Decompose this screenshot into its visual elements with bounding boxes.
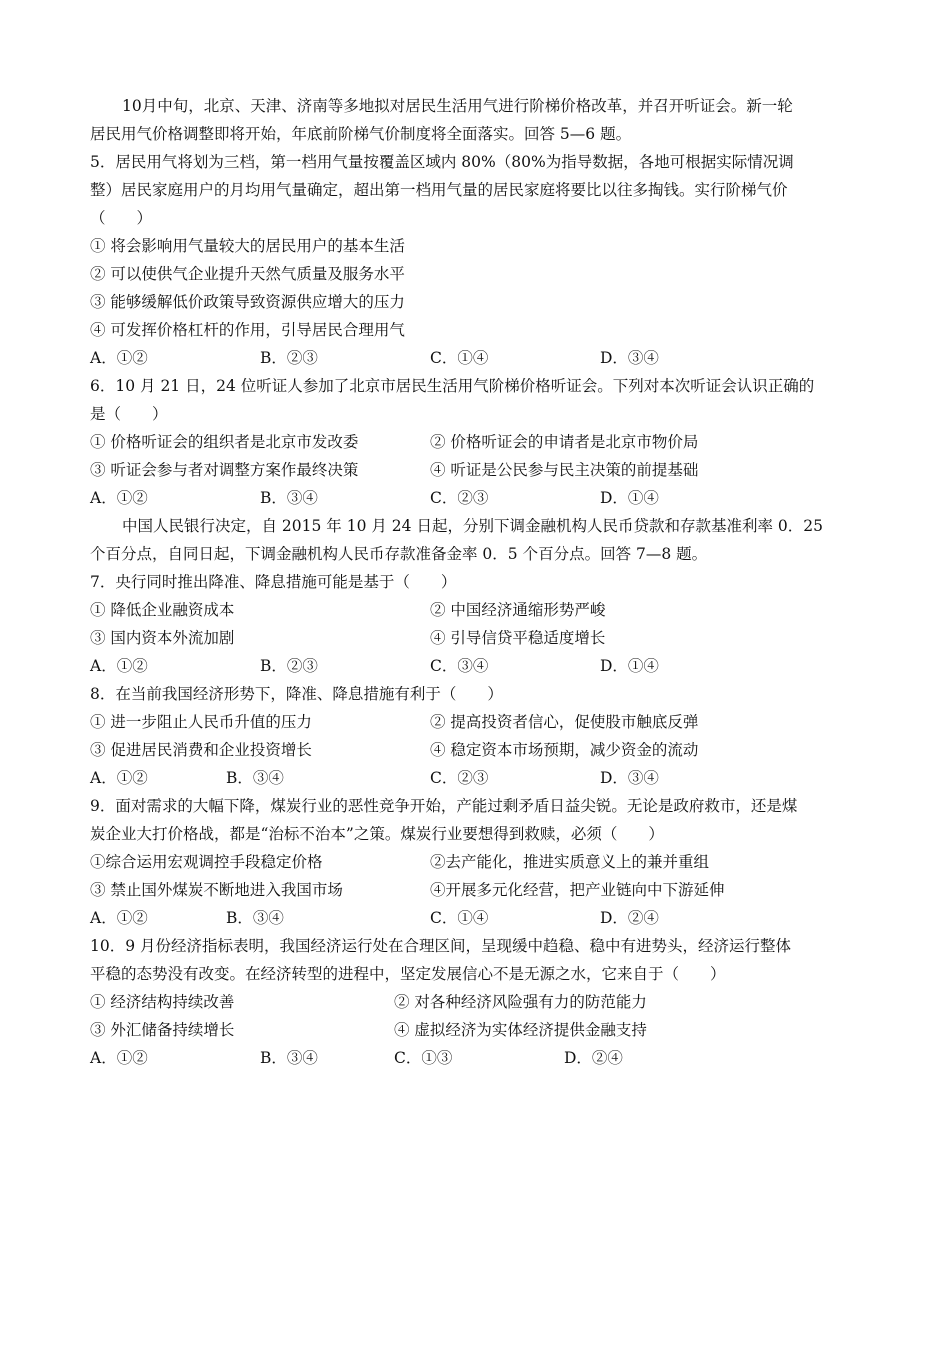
q9-item-3: ③ 禁止国外煤炭不断地进入我国市场	[90, 881, 343, 899]
q9-choice-d[interactable]: D．②④	[600, 909, 659, 927]
q5-choice-b[interactable]: B．②③	[260, 349, 318, 367]
q10-items-row-1	[90, 988, 870, 1016]
q8-choices	[90, 764, 870, 792]
q6-choice-a[interactable]: A．①②	[90, 489, 148, 507]
q6-items-row-1	[90, 428, 870, 456]
q6-items-row-2	[90, 456, 870, 484]
passage-intro-7-8: 中国人民银行决定，自 2015 年 10 月 24 日起，分别下调金融机构人民币贷款和存款基准利率 0．25	[122, 517, 823, 535]
q7-item-3: ③ 国内资本外流加剧	[90, 629, 235, 647]
q5-item-1: ① 将会影响用气量较大的居民用户的基本生活	[90, 237, 405, 255]
q8-item-4: ④ 稳定资本市场预期，减少资金的流动	[430, 741, 699, 759]
q5-item-4: ④ 可发挥价格杠杆的作用，引导居民合理用气	[90, 321, 405, 339]
q10-item-1: ① 经济结构持续改善	[90, 993, 235, 1011]
q7-items-row-2	[90, 624, 870, 652]
q7-choice-b[interactable]: B．②③	[260, 657, 318, 675]
q6-item-1: ① 价格听证会的组织者是北京市发改委	[90, 433, 359, 451]
q7-choice-c[interactable]: C．③④	[430, 657, 489, 675]
q6-choices	[90, 484, 870, 512]
q8-item-1: ① 进一步阻止人民币升值的压力	[90, 713, 312, 731]
q7-item-1: ① 降低企业融资成本	[90, 601, 235, 619]
q8-choice-d[interactable]: D．③④	[600, 769, 659, 787]
q6-stem-cont: 是（ ）	[90, 405, 168, 423]
q6-choice-c[interactable]: C．②③	[430, 489, 489, 507]
q6-choice-b[interactable]: B．③④	[260, 489, 318, 507]
q8-items-row-2	[90, 736, 870, 764]
q5-choice-c[interactable]: C．①④	[430, 349, 489, 367]
q5-item-2: ② 可以使供气企业提升天然气质量及服务水平	[90, 265, 405, 283]
q5-choice-a[interactable]: A．①②	[90, 349, 148, 367]
q9-choice-c[interactable]: C．①④	[430, 909, 489, 927]
q10-choice-a[interactable]: A．①②	[90, 1049, 148, 1067]
q9-choice-a[interactable]: A．①②	[90, 909, 148, 927]
q8-items-row-1	[90, 708, 870, 736]
q5-stem-cont: 整）居民家庭用户的月均用气量确定，超出第一档用气量的居民家庭将要比以往多掏钱。实行阶梯气价	[90, 181, 788, 199]
q5-choices	[90, 344, 870, 372]
q9-item-1: ①综合运用宏观调控手段稳定价格	[90, 853, 323, 871]
q6-item-2: ② 价格听证会的申请者是北京市物价局	[430, 433, 699, 451]
q7-choice-d[interactable]: D．①④	[600, 657, 659, 675]
q8-choice-b[interactable]: B．③④	[226, 769, 284, 787]
q8-choice-a[interactable]: A．①②	[90, 769, 148, 787]
q9-items-row-2	[90, 876, 870, 904]
q7-choices	[90, 652, 870, 680]
q10-choice-d[interactable]: D．②④	[564, 1049, 623, 1067]
passage-intro-5-6-cont: 居民用气价格调整即将开始，年底前阶梯气价制度将全面落实。回答 5—6 题。	[90, 125, 632, 143]
q8-item-3: ③ 促进居民消费和企业投资增长	[90, 741, 312, 759]
q10-item-2: ② 对各种经济风险强有力的防范能力	[394, 993, 647, 1011]
q10-item-3: ③ 外汇储备持续增长	[90, 1021, 235, 1039]
q8-stem: 8．在当前我国经济形势下，降准、降息措施有利于（ ）	[90, 685, 503, 703]
q5-choice-d[interactable]: D．③④	[600, 349, 659, 367]
q10-items-row-2	[90, 1016, 870, 1044]
q7-items-row-1	[90, 596, 870, 624]
q10-choice-c[interactable]: C．①③	[394, 1049, 453, 1067]
q8-choice-c[interactable]: C．②③	[430, 769, 489, 787]
q7-item-4: ④ 引导信贷平稳适度增长	[430, 629, 606, 647]
passage-intro-5-6: 10月中旬，北京、天津、济南等多地拟对居民生活用气进行阶梯价格改革，并召开听证会。新一轮	[122, 97, 793, 115]
q6-item-4: ④ 听证是公民参与民主决策的前提基础	[430, 461, 699, 479]
q7-choice-a[interactable]: A．①②	[90, 657, 148, 675]
q10-stem-cont: 平稳的态势没有改变。在经济转型的进程中，坚定发展信心不是无源之水，它来自于（ ）	[90, 965, 726, 983]
q9-items-row-1	[90, 848, 870, 876]
q9-item-4: ④开展多元化经营，把产业链向中下游延伸	[430, 881, 725, 899]
q5-stem-blank: （ ）	[90, 209, 153, 227]
q9-choice-b[interactable]: B．③④	[226, 909, 284, 927]
q9-stem: 9．面对需求的大幅下降，煤炭行业的恶性竞争开始，产能过剩矛盾日益尖锐。无论是政府救市，还是煤	[90, 797, 798, 815]
q7-stem: 7．央行同时推出降准、降息措施可能是基于（ ）	[90, 573, 457, 591]
q7-item-2: ② 中国经济通缩形势严峻	[430, 601, 606, 619]
exam-page	[90, 92, 870, 1072]
passage-intro-7-8-cont: 个百分点，自同日起，下调金融机构人民币存款准备金率 0．5 个百分点。回答 7—8 题。	[90, 545, 708, 563]
q5-stem: 5．居民用气将划为三档，第一档用气量按覆盖区域内 80%（80%为指导数据，各地可根据实际情况调	[90, 153, 794, 171]
q6-choice-d[interactable]: D．①④	[600, 489, 659, 507]
q9-item-2: ②去产能化，推进实质意义上的兼并重组	[430, 853, 710, 871]
q9-choices	[90, 904, 870, 932]
q10-stem: 10．9 月份经济指标表明，我国经济运行处在合理区间，呈现缓中趋稳、稳中有进势头，经济运行整体	[90, 937, 792, 955]
q5-item-3: ③ 能够缓解低价政策导致资源供应增大的压力	[90, 293, 405, 311]
q6-item-3: ③ 听证会参与者对调整方案作最终决策	[90, 461, 359, 479]
q10-choice-b[interactable]: B．③④	[260, 1049, 318, 1067]
q8-item-2: ② 提高投资者信心，促使股市触底反弹	[430, 713, 699, 731]
q10-item-4: ④ 虚拟经济为实体经济提供金融支持	[394, 1021, 647, 1039]
q9-stem-cont: 炭企业大打价格战，都是“治标不治本”之策。煤炭行业要想得到救赎，必须（ ）	[90, 825, 664, 843]
q10-choices	[90, 1044, 870, 1072]
q6-stem: 6．10 月 21 日，24 位听证人参加了北京市居民生活用气阶梯价格听证会。下列对本次听证会认识正确的	[90, 377, 815, 395]
